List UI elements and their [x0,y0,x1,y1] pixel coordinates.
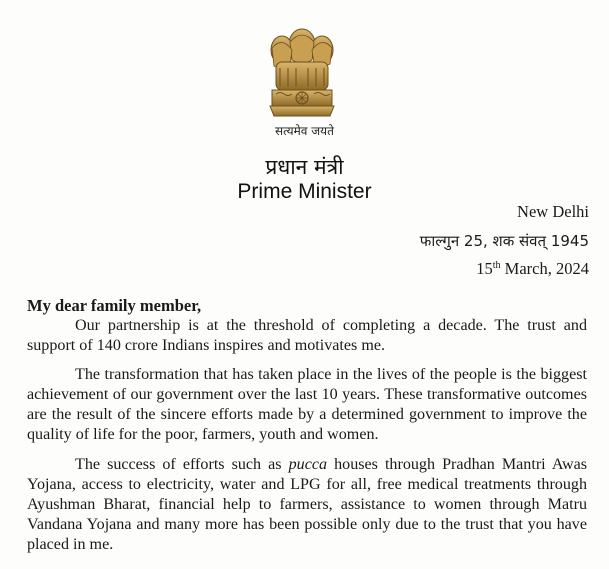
title-english: Prime Minister [237,180,372,203]
city: New Delhi [517,202,589,221]
letter-date [476,259,589,279]
date-suffix: th [492,260,501,271]
date-day: 15 [476,259,493,278]
paragraph-2: The transformation that has taken place in the lives of the people is the biggest achievement of our government over the last 10 years. These transformative outcomes are the result of the sincere efforts made by a determined government to improve the quality of life for the poor, farmers, youth and women. [27,366,587,443]
paragraph-3-italic: pucca [288,456,328,473]
saka-date: फाल्गुन 25, शक संवत् 1945 [419,232,589,250]
emblem-motto: सत्यमेव जयते [275,124,334,138]
letter-body [27,316,587,565]
paragraph-1: Our partnership is at the threshold of completing a decade. The trust and support of 140 crore Indians inspires and motivates me. [27,317,587,354]
paragraph-3 [27,455,587,555]
title-hindi: प्रधान मंत्री [265,155,344,179]
date-rest: March, 2024 [500,259,589,278]
salutation: My dear family member, [27,296,202,315]
paragraph-3-before: The success of efforts such as [75,456,289,473]
paragraph-3-after: houses through Pradhan Mantri Awas Yojana, access to electricity, water and LPG for all, free medical treatments through Ayushman Bharat, financial help to farmers, assistance to women through Matru Vandana Yojana and many more has been possible only due to the trust that you have placed in me. [27,456,587,553]
